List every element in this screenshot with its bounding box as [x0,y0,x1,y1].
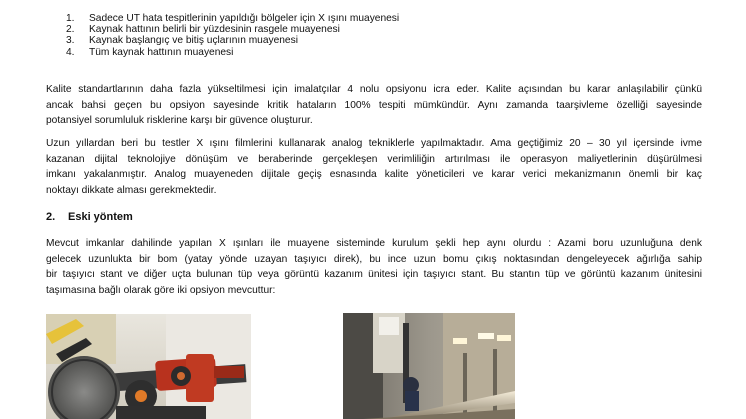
section-heading: 2. Eski yöntem [46,211,133,223]
list-item: 3. Kaynak başlangıç ve bitiş uçlarının muayenesi [66,35,298,47]
list-item: 1. Sadece UT hata tespitlerinin yapıldığı bölgeler için X ışını muayenesi [66,13,400,24]
paragraph-old-method: Mevcut imkanlar dahilinde yapılan X ışınları ile muayene sisteminde kurulum şekli hep aynı olurdu : Azami boru uzunluğuna denk gelecek uzunlukta bir bom (yatay yönde uzayan taşıyıcı direk), bu ince uzun bomu çıkış noktasından dengeleyecek ağırlığa sahip bir taşıyıcı stant ve diğer uçta bulunan tüp veya görüntü kazanım ünitesi için taşıyıcı stant. Bu stantın tüp ve görüntü kazanım ünitesini taşımasına bağlı olarak göre iki opsiyon mevcuttur: [46,238,702,296]
boom-equipment-photo [46,314,251,419]
inspection-options-list [66,13,399,58]
list-item: 2. Kaynak hattının belirli bir yüzdesinin rasgele muayenesi [66,24,340,36]
workshop-pipe-photo [343,313,515,419]
paragraph-quality-standards: Kalite standartlarının daha fazla yükseltilmesi için imalatçılar 4 nolu opsiyonu icra eder. Kalite açısından bu karar anlaşılabilir çünkü ancak bahsi geçen bu opsiyon sayesinde kritik hataların 100% tespiti mümkündür. Aynı zamanda taarşivleme özelliği sayesinde potansiyel sorumluluk risklerine karşı bir güvence oluşturur. [46,84,702,127]
list-item: 4. Tüm kaynak hattının muayenesi [66,46,234,58]
paragraph-analog-digital: Uzun yıllardan beri bu testler X ışını filmlerini kullanarak analog tekniklerle yapılmaktadır. Ama geçtiğimiz 20 – 30 yıl içersinde ivme kazanan dijital teknolojiye dönüşüm ve beraberinde gerçekleşen verimliliğin artırılması ile operasyon maliyetlerinin düşürülmesi imkanı yakalanmıştır. Analog muayeneden dijitale geçiş esnasında kalite yöneticileri ve karar verici mekanizmanın önemli bir kaç noktayı dikkate alması gerekmektedir. [46,138,702,196]
